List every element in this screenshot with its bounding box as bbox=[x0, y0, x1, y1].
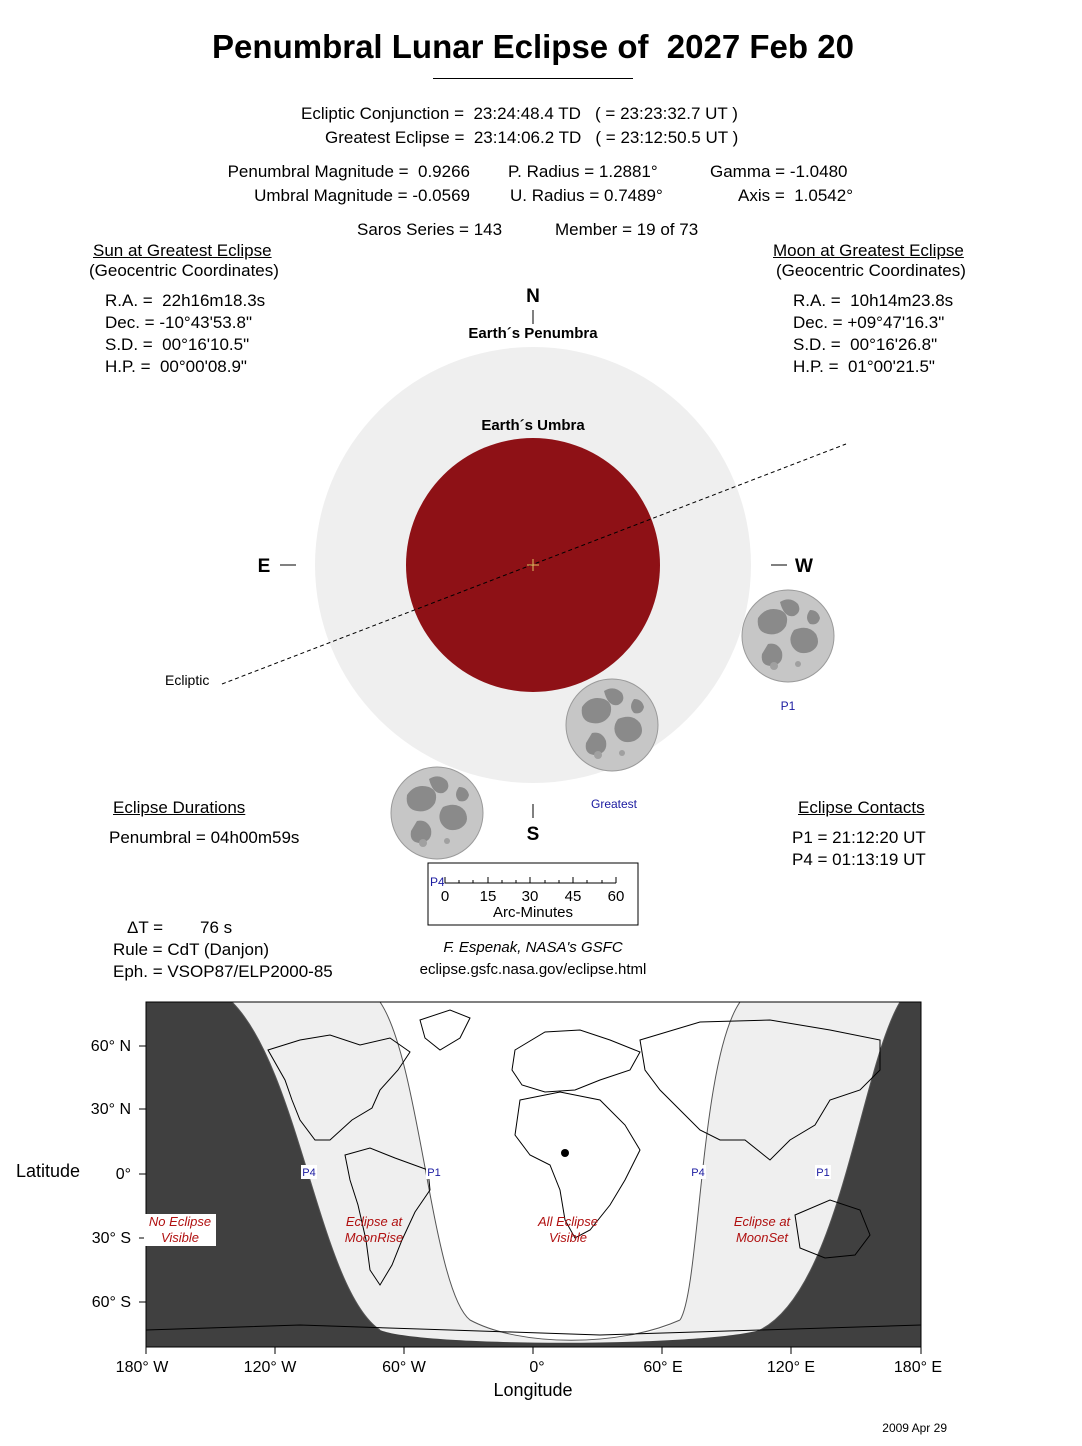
lat-ticks bbox=[139, 1046, 146, 1302]
sun-hp: H.P. = 00°00'08.9" bbox=[105, 357, 247, 376]
saros-member: Member = 19 of 73 bbox=[555, 220, 699, 239]
delta-t-label: ΔT = bbox=[127, 918, 164, 937]
lat-label-30n: 30° N bbox=[90, 1101, 131, 1118]
sun-subheading: (Geocentric Coordinates) bbox=[89, 261, 279, 280]
scale-tick-15: 15 bbox=[479, 888, 497, 905]
region-no-eclipse-line1: No Eclipse bbox=[148, 1214, 212, 1229]
region-no-eclipse-line2: Visible bbox=[160, 1230, 200, 1245]
region-all-visible-line1: All Eclipse bbox=[538, 1214, 598, 1229]
penumbral-duration: Penumbral = 04h00m59s bbox=[109, 828, 300, 847]
lon-label-120w: 120° W bbox=[243, 1359, 297, 1376]
moon-dec: Dec. = +09°47'16.3" bbox=[793, 313, 945, 332]
sun-sd: S.D. = 00°16'10.5" bbox=[105, 335, 250, 354]
greatest-moon-label: Greatest bbox=[590, 797, 638, 811]
scale-tick-60: 60 bbox=[607, 888, 625, 905]
durations-heading: Eclipse Durations bbox=[113, 798, 246, 817]
scale-ticks bbox=[445, 877, 616, 883]
region-moonset-line1: Eclipse at bbox=[733, 1214, 791, 1229]
region-moonset-line2: MoonSet bbox=[735, 1230, 789, 1245]
moon-subheading: (Geocentric Coordinates) bbox=[776, 261, 966, 280]
umbra-label: Earth´s Umbra bbox=[481, 417, 585, 434]
region-moonrise-line1: Eclipse at bbox=[345, 1214, 403, 1229]
p4-west-label: P4 bbox=[302, 1167, 316, 1179]
p4-east-label: P4 bbox=[691, 1167, 705, 1179]
lon-label-180e: 180° E bbox=[893, 1359, 943, 1376]
contact-p4: P4 = 01:13:19 UT bbox=[792, 850, 926, 869]
p1-east-label: P1 bbox=[816, 1167, 830, 1179]
lon-label-0: 0° bbox=[529, 1359, 545, 1376]
lat-label-60s: 60° S bbox=[91, 1294, 131, 1311]
scale-tick-0: 0 bbox=[440, 888, 450, 905]
lon-label-180w: 180° W bbox=[115, 1359, 169, 1376]
scale-tick-45: 45 bbox=[564, 888, 582, 905]
umbral-magnitude: Umbral Magnitude = -0.0569 bbox=[254, 186, 470, 205]
scale-p4-label: P4 bbox=[430, 875, 445, 889]
sun-ra: R.A. = 22h16m18.3s bbox=[105, 291, 266, 310]
footer-date: 2009 Apr 29 bbox=[882, 1421, 947, 1435]
scale-tick-30: 30 bbox=[521, 888, 539, 905]
umbra-radius: U. Radius = 0.7489° bbox=[510, 186, 663, 205]
lat-label-0: 0° bbox=[115, 1166, 131, 1183]
east-label: E bbox=[257, 556, 271, 577]
lat-label-30s: 30° S bbox=[91, 1230, 131, 1247]
lon-label-120e: 120° E bbox=[766, 1359, 816, 1376]
rule-line: Rule = CdT (Danjon) bbox=[113, 940, 270, 959]
ephemeris-line: Eph. = VSOP87/ELP2000-85 bbox=[113, 962, 333, 981]
credit-author: F. Espenak, NASA's GSFC bbox=[443, 939, 623, 956]
sun-dec: Dec. = -10°43'53.8" bbox=[105, 313, 252, 332]
moon-ra: R.A. = 10h14m23.8s bbox=[793, 291, 954, 310]
ecliptic-label: Ecliptic bbox=[165, 672, 210, 688]
moon-at-p1 bbox=[742, 590, 834, 682]
moon-heading: Moon at Greatest Eclipse bbox=[773, 241, 964, 260]
contact-p1: P1 = 21:12:20 UT bbox=[792, 828, 926, 847]
lon-label-60w: 60° W bbox=[382, 1359, 426, 1376]
scale-unit-label: Arc-Minutes bbox=[492, 904, 574, 921]
greatest-eclipse-subpoint bbox=[561, 1149, 569, 1157]
lat-label-60n: 60° N bbox=[90, 1038, 131, 1055]
south-label: S bbox=[526, 824, 540, 845]
lon-label-60e: 60° E bbox=[643, 1359, 683, 1376]
moon-at-p4 bbox=[391, 767, 483, 859]
region-moonrise-line2: MoonRise bbox=[344, 1230, 404, 1245]
moon-at-greatest bbox=[566, 679, 658, 771]
credit-url: eclipse.gsfc.nasa.gov/eclipse.html bbox=[419, 961, 647, 978]
contacts-heading: Eclipse Contacts bbox=[798, 798, 925, 817]
conjunction-line: Ecliptic Conjunction = 23:24:48.4 TD ( = 23:23:32.7 UT ) bbox=[301, 104, 738, 123]
gamma-value: Gamma = -1.0480 bbox=[710, 162, 848, 181]
visibility-map bbox=[0, 990, 1082, 1446]
saros-series: Saros Series = 143 bbox=[357, 220, 503, 239]
greatest-eclipse-line: Greatest Eclipse = 23:14:06.2 TD ( = 23:12:50.5 UT ) bbox=[325, 128, 739, 147]
latitude-axis-title: Latitude bbox=[16, 1161, 81, 1181]
sun-heading: Sun at Greatest Eclipse bbox=[93, 241, 272, 260]
penumbral-magnitude: Penumbral Magnitude = 0.9266 bbox=[227, 162, 470, 181]
moon-sd: S.D. = 00°16'26.8" bbox=[793, 335, 938, 354]
penumbra-radius: P. Radius = 1.2881° bbox=[508, 162, 658, 181]
delta-t-value: 76 s bbox=[200, 918, 233, 937]
axis-value: Axis = 1.0542° bbox=[738, 186, 854, 205]
west-label: W bbox=[795, 556, 813, 577]
region-all-visible-line2: Visible bbox=[548, 1230, 588, 1245]
moon-hp: H.P. = 01°00'21.5" bbox=[793, 357, 935, 376]
lon-ticks bbox=[146, 1347, 921, 1354]
longitude-axis-title: Longitude bbox=[493, 1380, 573, 1400]
p1-moon-label: P1 bbox=[780, 699, 796, 713]
p1-west-label: P1 bbox=[427, 1167, 441, 1179]
north-label: N bbox=[526, 286, 540, 307]
page-title: Penumbral Lunar Eclipse of 2027 Feb 20 bbox=[212, 28, 854, 65]
penumbra-label: Earth´s Penumbra bbox=[468, 325, 598, 342]
